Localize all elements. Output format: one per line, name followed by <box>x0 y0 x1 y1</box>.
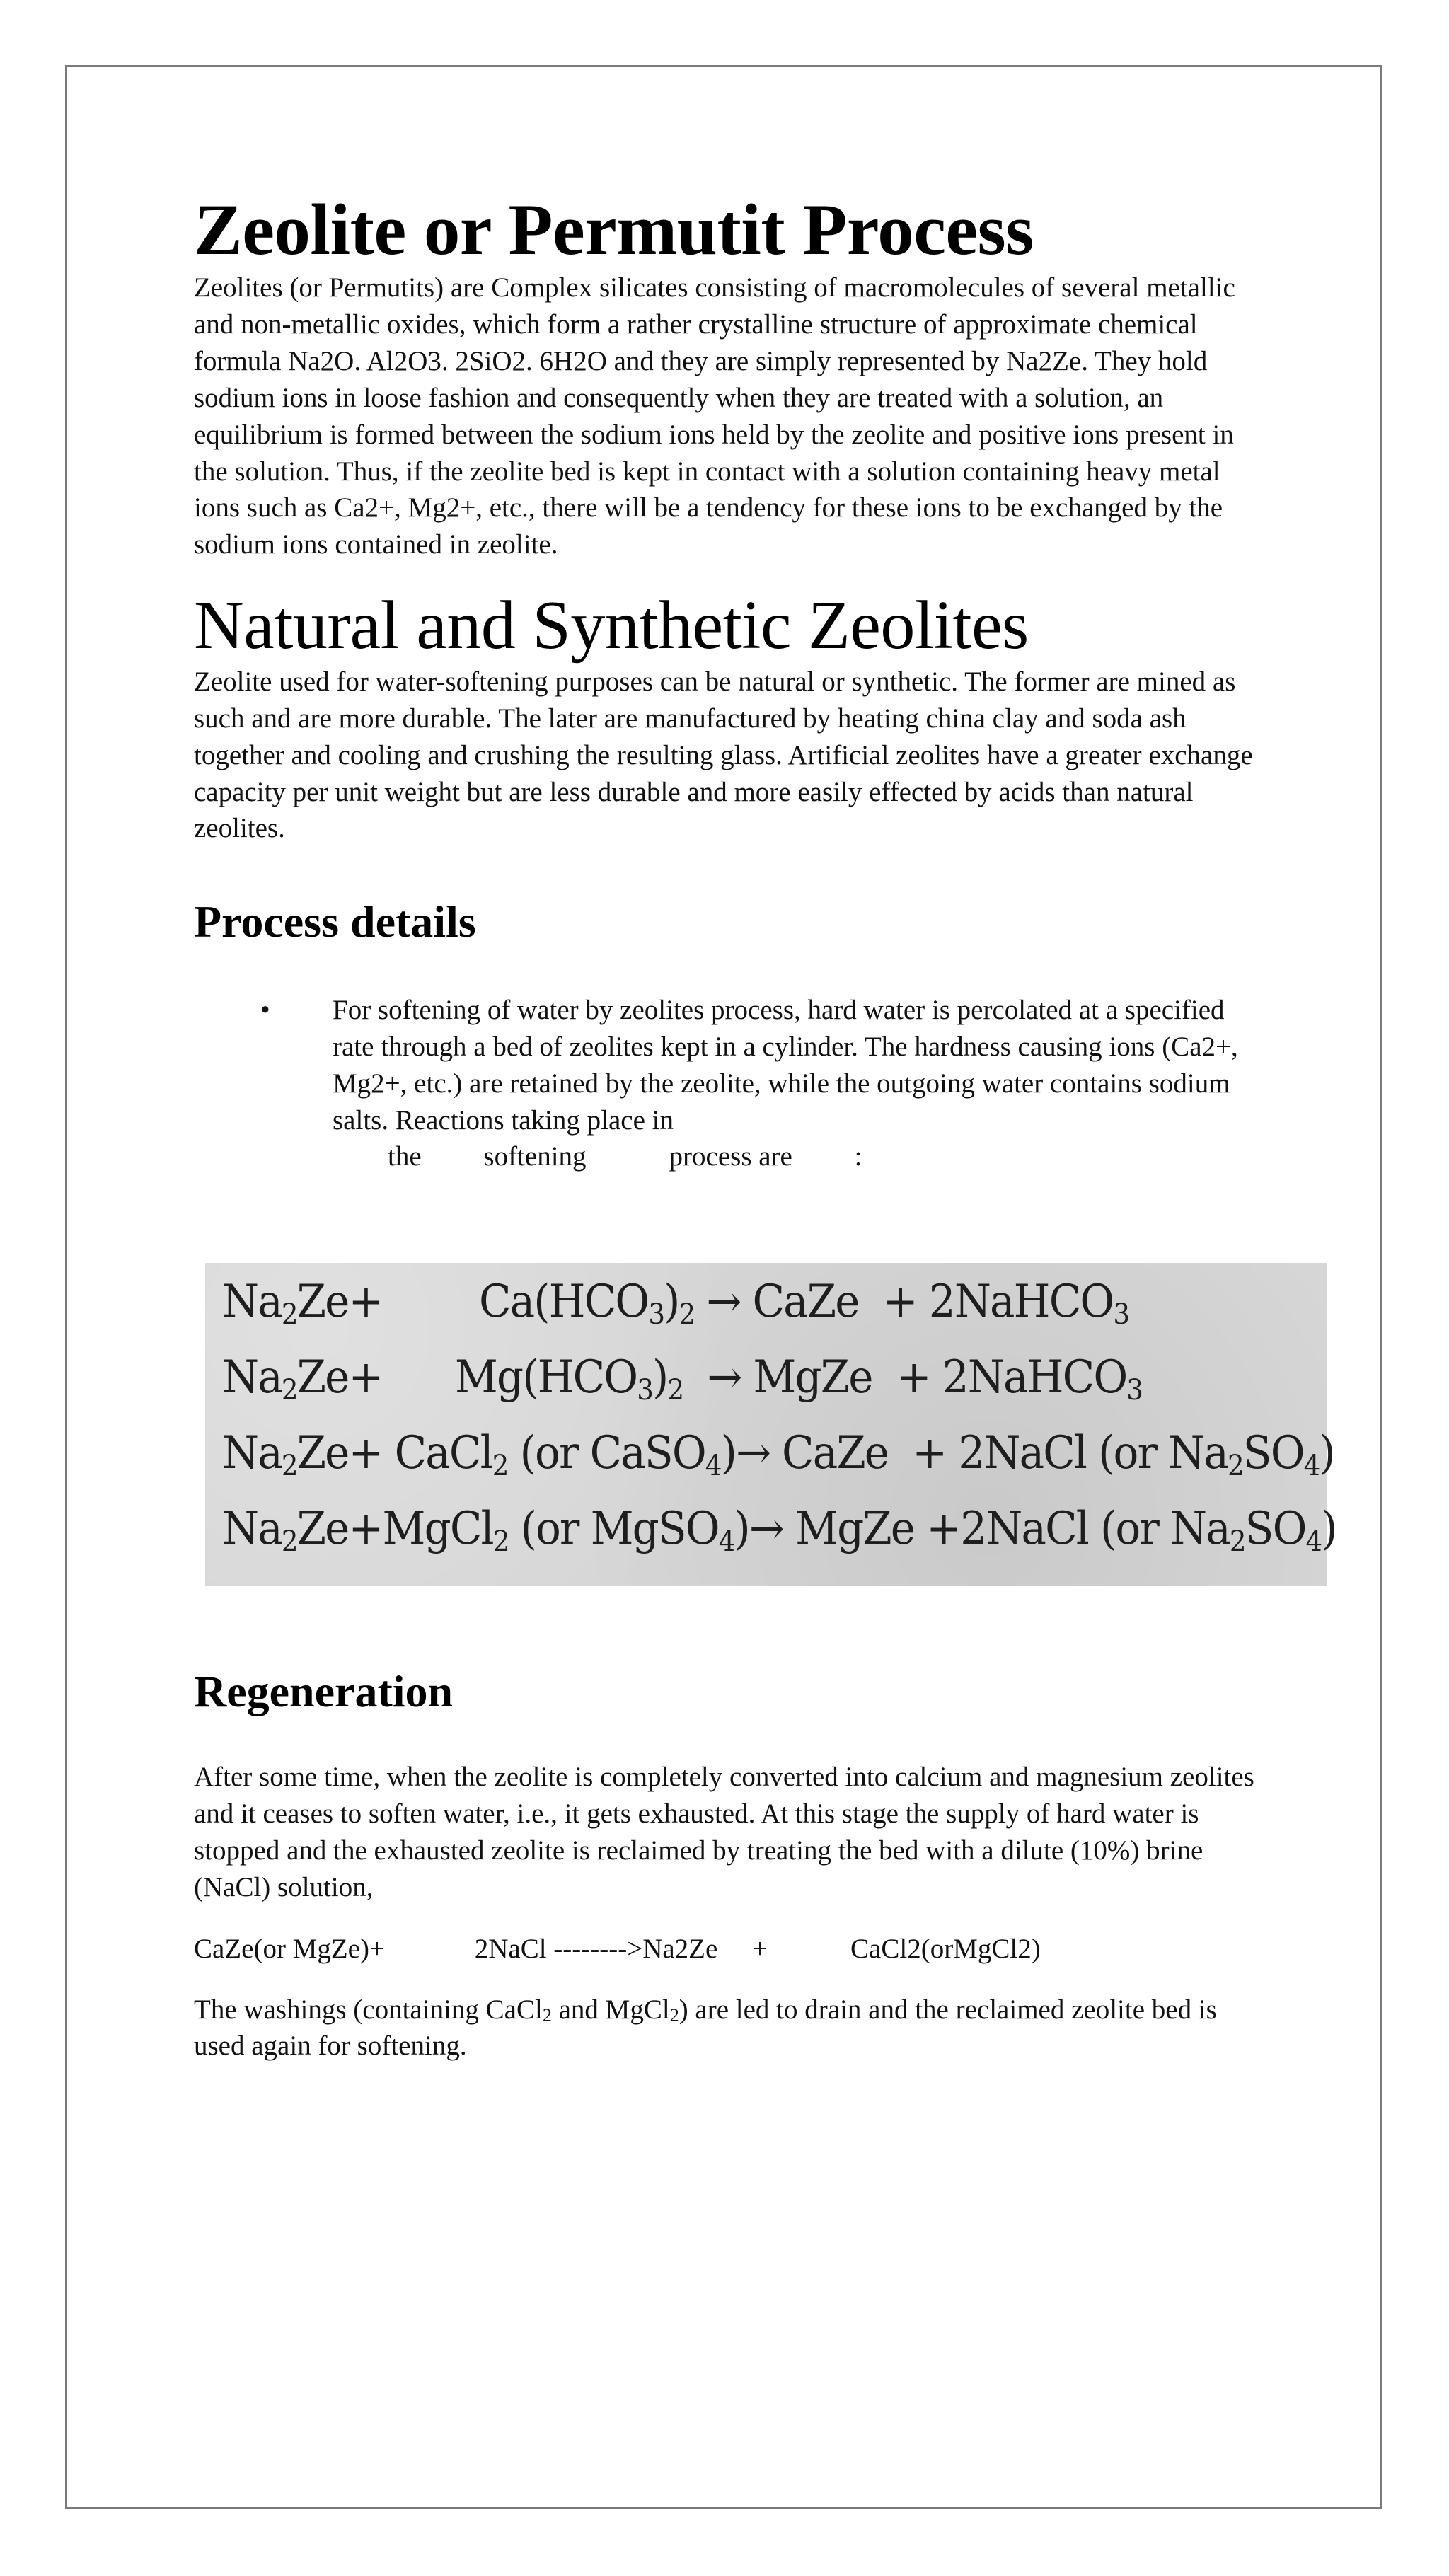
eq-text: (or CaSO <box>507 1427 705 1480</box>
eq-text: ) <box>652 1351 668 1404</box>
eq-text: Na <box>222 1503 282 1556</box>
eq-text: → MgZe + 2NaHCO <box>683 1351 1127 1404</box>
eq-text: SO <box>1245 1503 1306 1556</box>
washings-subscript: 2 <box>542 2004 552 2026</box>
washings-text: and MgCl <box>551 1994 670 2025</box>
eq-subscript: 2 <box>281 1450 297 1483</box>
eq-subscript: 2 <box>281 1525 297 1559</box>
eq-subscript: 2 <box>492 1450 508 1483</box>
regeneration-heading: Regeneration <box>194 1666 454 1717</box>
eq-subscript: 4 <box>705 1450 721 1483</box>
washings-subscript: 2 <box>669 2004 679 2026</box>
eq-subscript: 2 <box>667 1374 683 1407</box>
list-item <box>194 992 1241 1175</box>
eq-text: Ze+ Mg(HCO <box>296 1351 637 1404</box>
eq-text: Na <box>222 1351 282 1404</box>
process-details-heading: Process details <box>194 896 476 947</box>
eq-subscript: 2 <box>281 1298 297 1332</box>
eq-subscript: 3 <box>648 1298 664 1332</box>
eq-text: SO <box>1242 1427 1304 1480</box>
eq-subscript: 3 <box>1113 1298 1129 1332</box>
process-text-last-line: the softening process are : <box>333 1141 862 1172</box>
regeneration-paragraph: After some time, when the zeolite is completely converted into calcium and magnesium zeolites and it ceases to soften water, i.e., it gets exhausted. At this stage the supply of hard water is stopped and the exhausted zeolite is reclaimed by treating the bed with a dilute (10%) brine (NaCl) solution, <box>194 1762 1254 1902</box>
equation-line <box>222 1276 1128 1331</box>
bullet-icon: • <box>260 995 270 1026</box>
eq-text: Na <box>222 1427 282 1480</box>
reaction-equations-image <box>205 1263 1337 1586</box>
eq-subscript: 2 <box>492 1525 509 1559</box>
equation-line <box>222 1351 1142 1407</box>
intro-paragraph: Zeolites (or Permutits) are Complex silicates consisting of macromolecules of several metallic and non-metallic oxides, which form a rather crystalline structure of approximate chemical formula Na2O. Al2O3. 2SiO2. 6H2O and they are simply represented by Na2Ze. They hold sodium ions in loose fashion and consequently when they are treated with a solution, an equilibrium is formed between the sodium ions held by the zeolite and positive ions present in the solution. Thus, if the zeolite bed is kept in contact with a solution containing heavy metal ions such as Ca2+, Mg2+, etc., there will be a tendency for these ions to be exchanged by the sodium ions contained in zeolite. <box>194 272 1235 560</box>
eq-subscript: 2 <box>1227 1450 1243 1483</box>
eq-text: )→ MgZe +2NaCl (or Na <box>734 1503 1230 1556</box>
eq-text: Ze+ CaCl <box>296 1427 492 1480</box>
eq-text: ) <box>1319 1427 1334 1480</box>
eq-subscript: 3 <box>637 1374 653 1407</box>
equation-line <box>222 1427 1334 1482</box>
eq-subscript: 4 <box>1303 1450 1320 1483</box>
washings-text: ) are led to drain and the reclaimed zeolite bed is used again for softening. <box>194 1994 1217 2062</box>
natural-synthetic-paragraph: Zeolite used for water-softening purposes can be natural or synthetic. The former are mined as such and are more durable. The later are manufactured by heating china clay and soda ash together and cooling and crushing the resulting glass. Artificial zeolites have a greater exchange capacity per unit weight but are less durable and more easily effected by acids than natural zeolites. <box>194 666 1253 844</box>
eq-text: )→ CaZe + 2NaCl (or Na <box>720 1427 1228 1480</box>
natural-synthetic-heading: Natural and Synthetic Zeolites <box>194 587 1029 664</box>
washings-text: The washings (containing CaCl <box>194 1994 543 2025</box>
page-title: Zeolite or Permutit Process <box>194 190 1034 270</box>
eq-text: ) <box>1321 1503 1337 1556</box>
eq-text: ) <box>664 1276 679 1329</box>
eq-subscript: 3 <box>1126 1374 1143 1407</box>
eq-text: (or MgSO <box>508 1503 719 1556</box>
document-body <box>194 190 1337 2092</box>
equation-line <box>222 1503 1337 1558</box>
process-text: For softening of water by zeolites process, hard water is percolated at a specified rate through a bed of zeolites kept in a cylinder. The hardness causing ions (Ca2+, Mg2+, etc.) are retained by the zeolite, while the outgoing water contains sodium salts. Reactions taking place in <box>333 995 1238 1136</box>
eq-subscript: 2 <box>281 1374 297 1407</box>
eq-subscript: 4 <box>718 1525 734 1559</box>
washings-paragraph <box>194 1992 1269 2065</box>
eq-text: → CaZe + 2NaHCO <box>694 1276 1114 1329</box>
eq-text: Ze+MgCl <box>296 1503 493 1556</box>
regeneration-formula: CaZe(or MgZe)+ 2NaCl -------->Na2Ze + CaCl2(orMgCl2) <box>194 1933 1041 1964</box>
eq-text: Ze+ Ca(HCO <box>296 1276 649 1329</box>
process-bullet-list <box>194 992 1269 1175</box>
eq-subscript: 4 <box>1305 1525 1322 1559</box>
eq-subscript: 2 <box>679 1298 695 1332</box>
eq-subscript: 2 <box>1229 1525 1245 1559</box>
eq-text: Na <box>222 1276 282 1329</box>
